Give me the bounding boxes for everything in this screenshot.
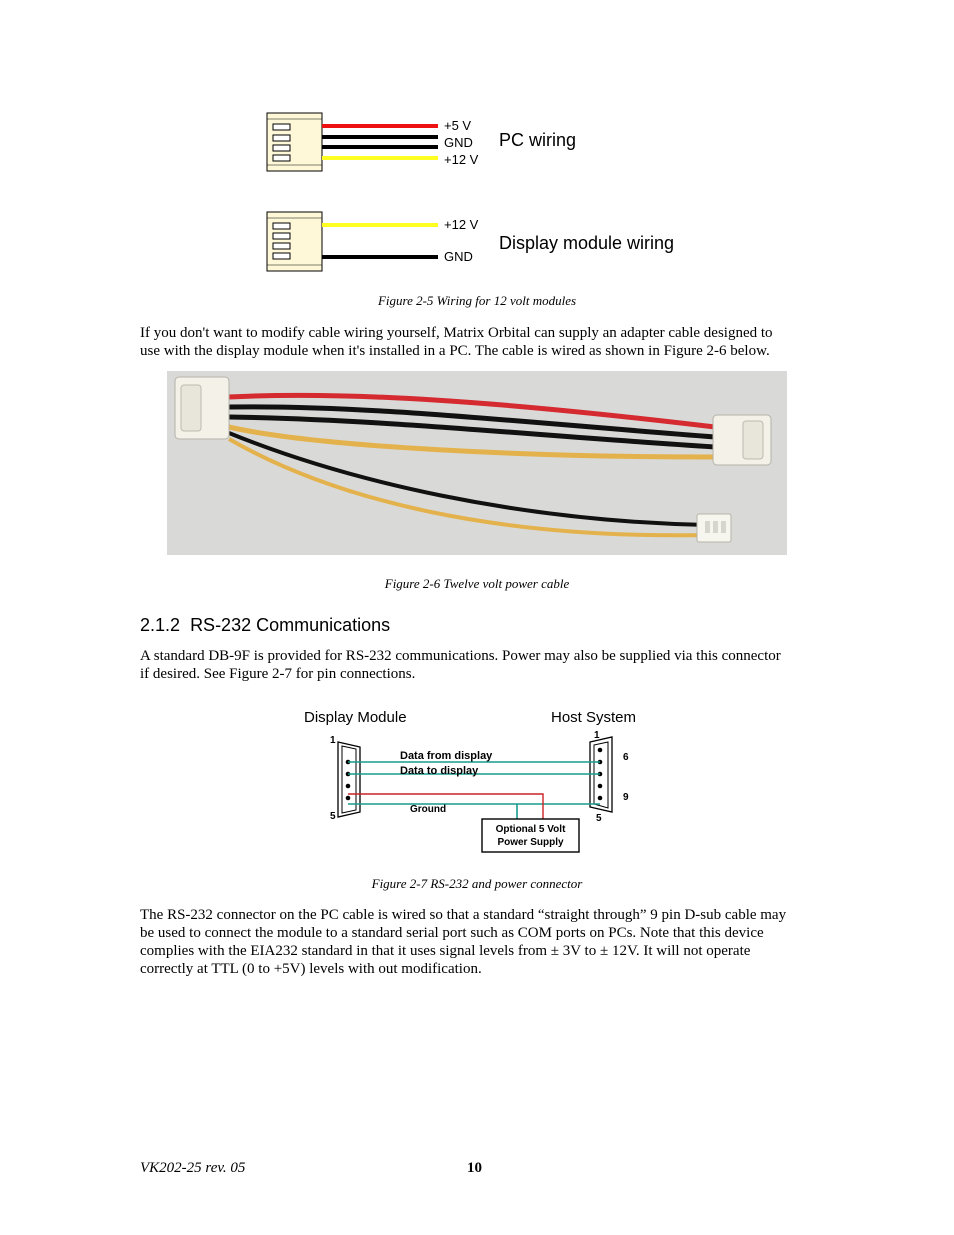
right-pin-5: 5 xyxy=(596,813,602,824)
paragraph-line: correctly at TTL (0 to +5V) levels with out modification. xyxy=(140,961,482,977)
paragraph-db9 xyxy=(140,647,820,683)
label-ground: Ground xyxy=(410,804,447,815)
right-pin-6: 6 xyxy=(623,752,629,763)
pc-label-gnd: GND xyxy=(444,135,473,150)
label-data-from-display: Data from display xyxy=(400,750,493,762)
right-pin-9: 9 xyxy=(623,792,629,803)
supply-label-line1: Optional 5 Volt xyxy=(495,824,566,835)
right-molex-plug xyxy=(713,415,771,465)
paragraph-line: complies with the EIA232 standard in that it uses signal levels from ± 3V to ± 12V. It will not operate xyxy=(140,943,751,959)
left-pin-5: 5 xyxy=(330,811,336,822)
section-heading xyxy=(140,615,390,636)
right-pin-1: 1 xyxy=(594,730,600,741)
left-db9-connector xyxy=(338,742,360,817)
host-system-title: Host System xyxy=(551,709,637,726)
paragraph-pc-cable xyxy=(140,906,830,978)
display-module-title: Display Module xyxy=(304,709,407,726)
label-data-to-display: Data to display xyxy=(400,765,479,777)
figure-2-6-caption: Figure 2-6 Twelve volt power cable xyxy=(384,576,570,591)
paragraph-line: use with the display module when it's installed in a PC. The cable is wired as shown in Figure 2-6 below. xyxy=(140,343,770,359)
display-label-12v: +12 V xyxy=(444,217,479,232)
display-label-gnd: GND xyxy=(444,249,473,264)
figure-2-5-caption: Figure 2-5 Wiring for 12 volt modules xyxy=(377,293,577,308)
supply-label-line2: Power Supply xyxy=(497,837,564,848)
section-title: RS-232 Communications xyxy=(190,615,391,635)
paragraph-line: A standard DB-9F is provided for RS-232 communications. Power may also be supplied via this connector xyxy=(140,648,781,664)
paragraph-line: if desired. See Figure 2-7 for pin connections. xyxy=(140,666,416,682)
footer-page-number: 10 xyxy=(467,1160,482,1176)
footer-doc-id: VK202-25 rev. 05 xyxy=(140,1160,246,1176)
paragraph-adapter-cable xyxy=(140,324,820,360)
paragraph-line: The RS-232 connector on the PC cable is wired so that a standard “straight through” 9 pin D-sub cable may xyxy=(140,907,787,923)
photo-background xyxy=(167,371,787,555)
display-wiring-title: Display module wiring xyxy=(499,233,675,253)
small-3pin-connector xyxy=(697,514,731,542)
pc-label-5v: +5 V xyxy=(444,118,472,133)
left-pin-1: 1 xyxy=(330,735,336,746)
figure-2-6-cable-photo xyxy=(167,371,787,555)
pc-molex-connector xyxy=(267,113,322,171)
pc-label-12v: +12 V xyxy=(444,152,479,167)
section-number: 2.1.2 xyxy=(140,615,181,635)
pc-wiring-title: PC wiring xyxy=(499,130,577,150)
figure-2-7-rs232-diagram xyxy=(300,700,660,860)
figure-2-5-wiring-diagram xyxy=(0,0,954,300)
left-molex-plug xyxy=(175,377,229,439)
display-molex-connector xyxy=(267,212,322,271)
figure-2-7-caption: Figure 2-7 RS-232 and power connector xyxy=(371,876,583,891)
paragraph-line: be used to connect the module to a standard serial port such as COM ports on PCs. Note that this device xyxy=(140,925,764,941)
paragraph-line: If you don't want to modify cable wiring yourself, Matrix Orbital can supply an adapter cable designed to xyxy=(140,325,773,341)
